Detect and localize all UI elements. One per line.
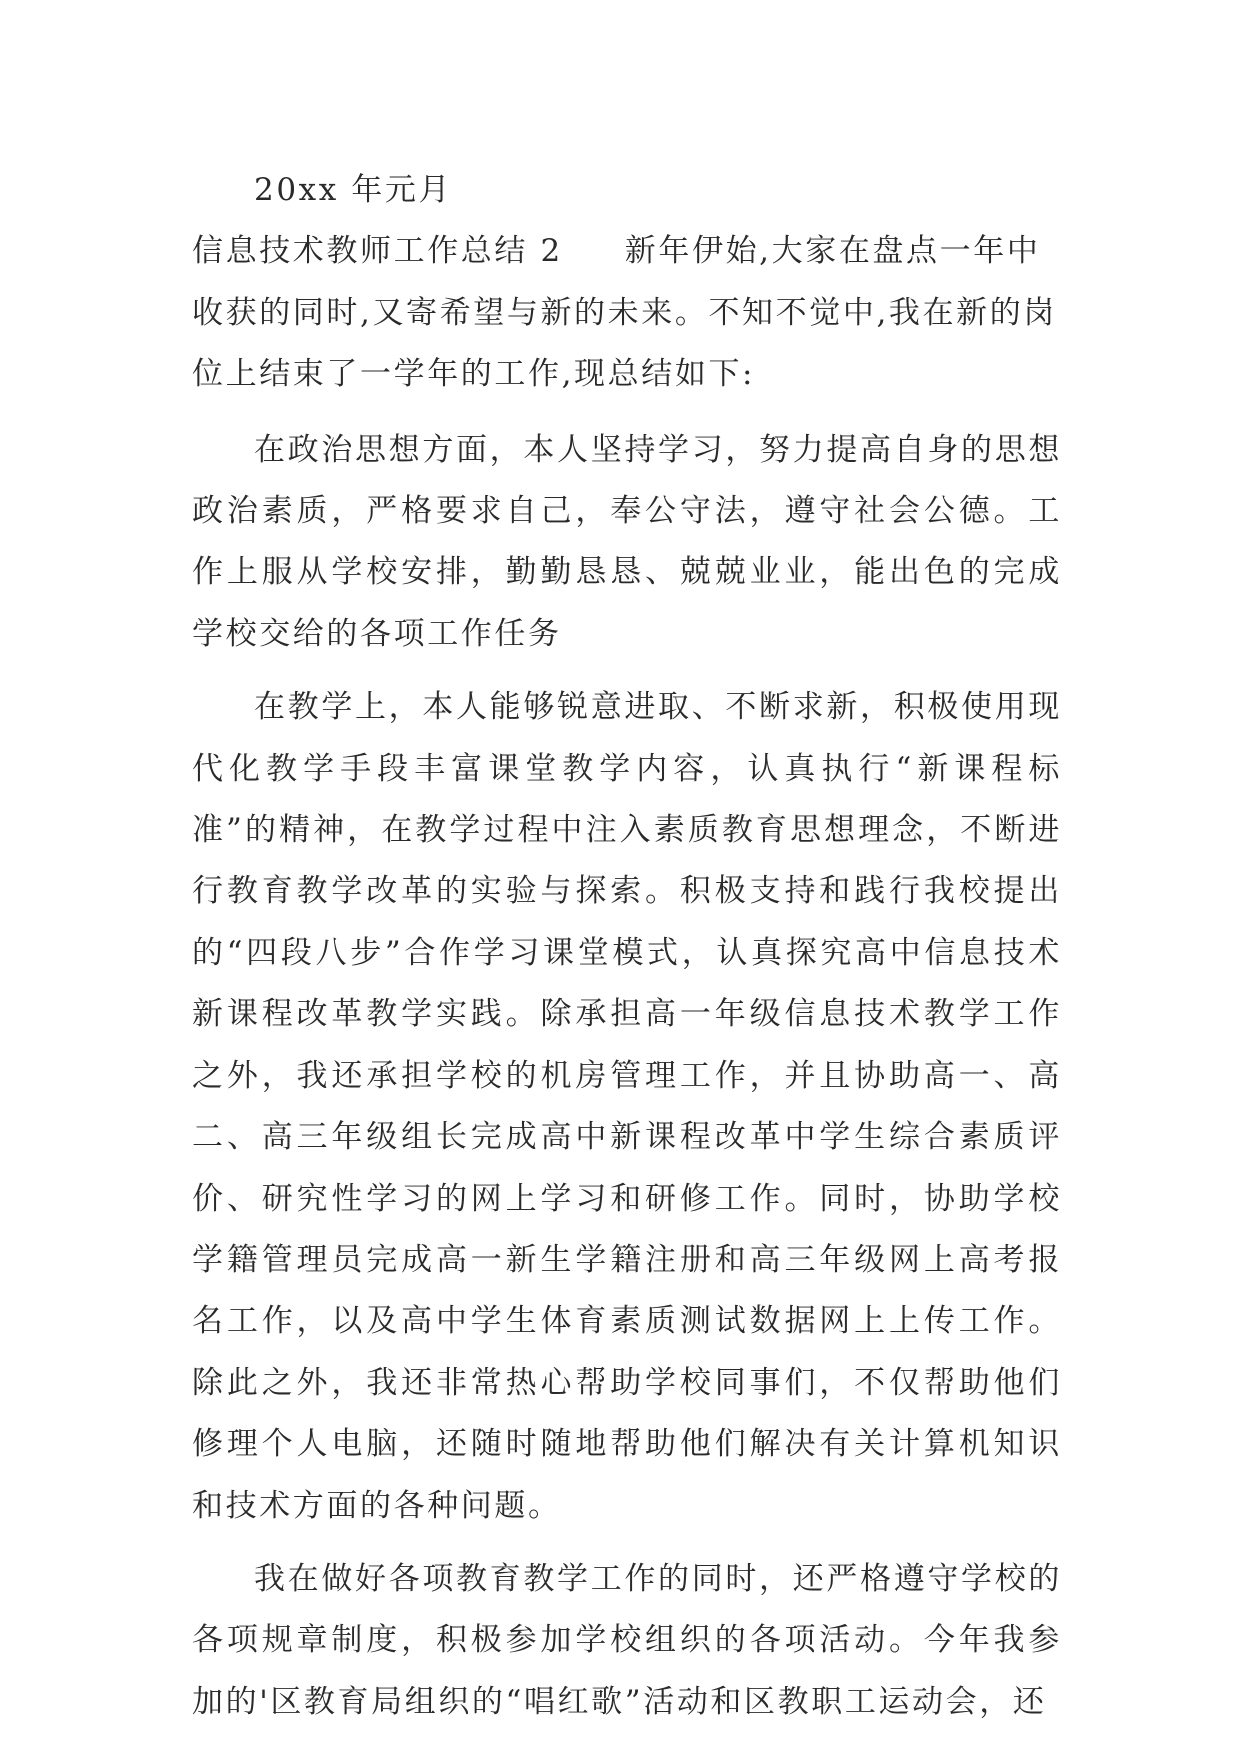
paragraph-political: 在政治思想方面，本人坚持学习，努力提高自身的思想政治素质，严格要求自己，奉公守法，遵守社会公德。工作上服从学校安排，勤勤恳恳、兢兢业业，能出色的完成学校交给的各项工作任务 <box>192 431 1062 652</box>
paragraph-activities: 我在做好各项教育教学工作的同时，还严格遵守学校的各项规章制度，积极参加学校组织的各项活动。今年我参加的'区教育局组织的“唱红歌”活动和区教职工运动会，还 <box>192 1560 1062 1720</box>
intro-paragraph: 新年伊始,大家在盘点一年中收获的同时,又寄希望与新的未来。不知不觉中,我在新的岗位上结束了一学年的工作,现总结如下: <box>192 233 1057 393</box>
document-body <box>192 160 1062 1745</box>
document-date: 20xx 年元月 <box>254 172 453 208</box>
section-heading-line <box>192 221 1062 405</box>
section-title: 信息技术教师工作总结 2 <box>192 233 563 270</box>
paragraph-teaching: 在教学上，本人能够锐意进取、不断求新，积极使用现代化教学手段丰富课堂教学内容，认真执行“新课程标准”的精神，在教学过程中注入素质教育思想理念，不断进行教育教学改革的实验与探索。积极支持和践行我校提出的“四段八步”合作学习课堂模式，认真探究高中信息技术新课程改革教学实践。除承担高一年级信息技术教学工作之外，我还承担学校的机房管理工作，并且协助高一、高二、高三年级组长完成高中新课程改革中学生综合素质评价、研究性学习的网上学习和研修工作。同时，协助学校学籍管理员完成高一新生学籍注册和高三年级网上高考报名工作，以及高中学生体育素质测试数据网上上传工作。除此之外，我还非常热心帮助学校同事们，不仅帮助他们修理个人电脑，还随时随地帮助他们解决有关计算机知识和技术方面的各种问题。 <box>192 689 1062 1524</box>
